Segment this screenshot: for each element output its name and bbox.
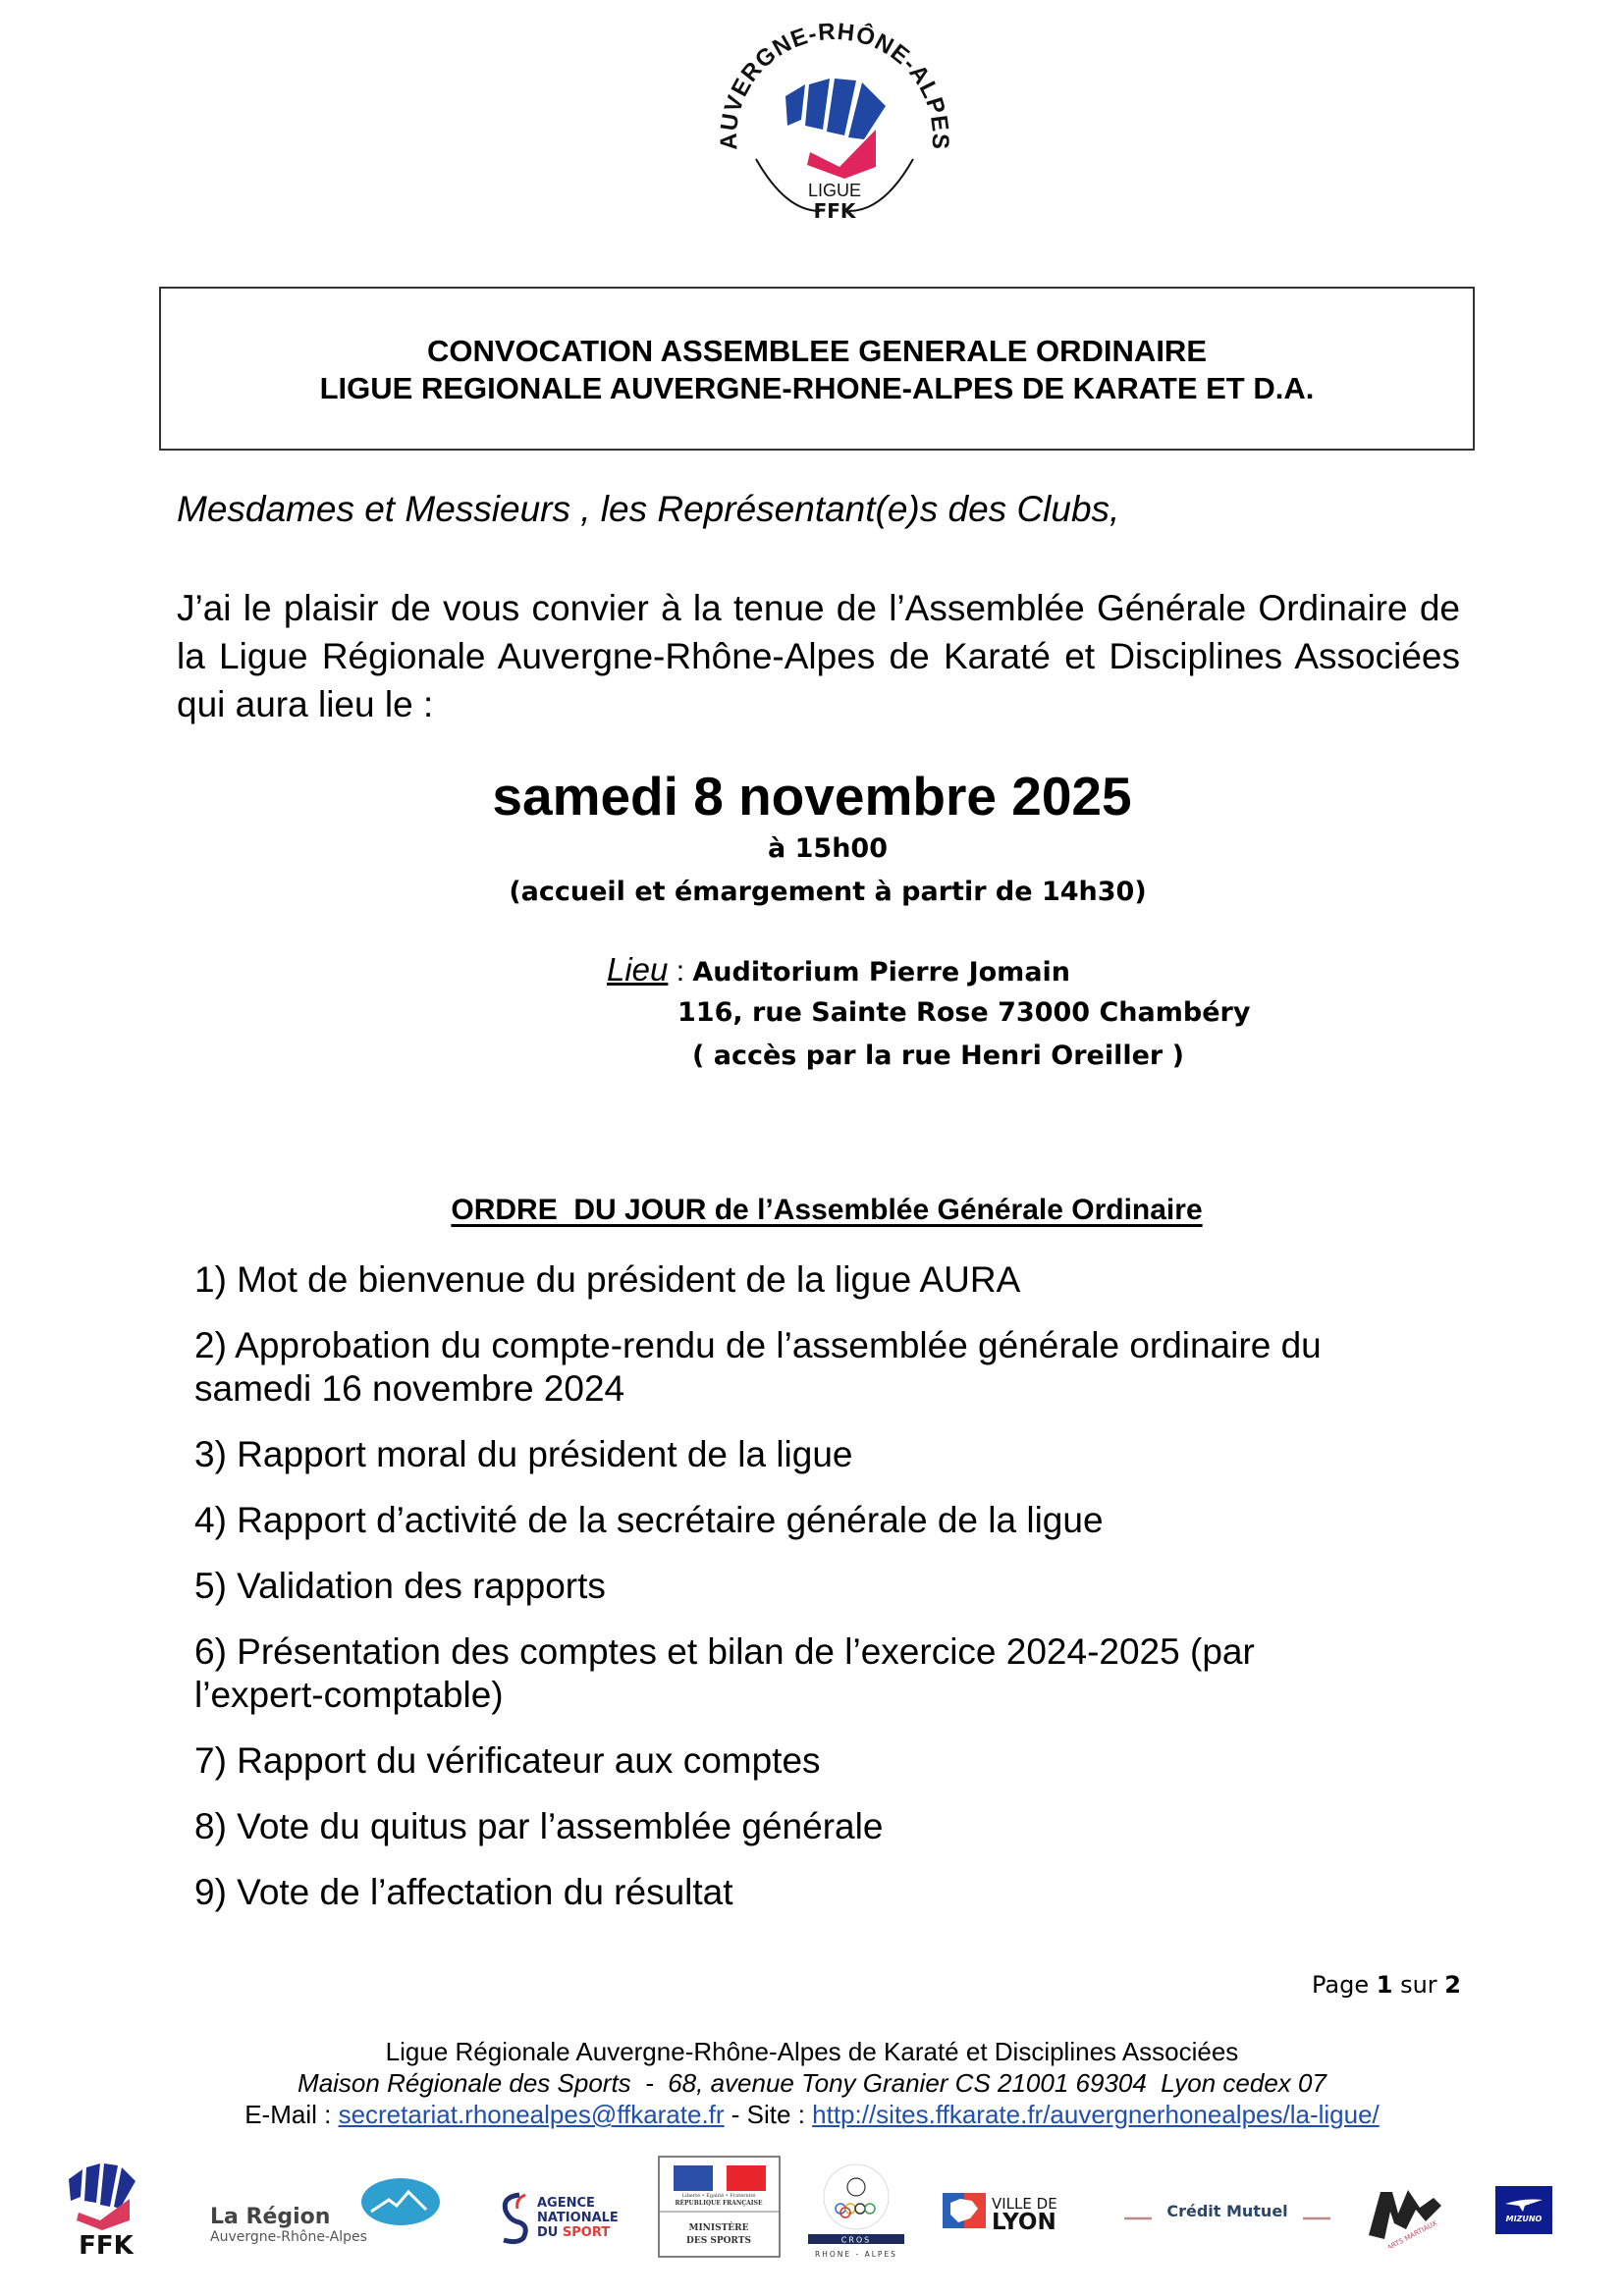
agenda-item: 3) Rapport moral du président de la ligue bbox=[194, 1434, 853, 1474]
footer-contact: E-Mail : secretariat.rhonealpes@ffkarate.fr - Site : http://sites.ffkarate.fr/auvergnerhonealpes/la-ligue/ bbox=[244, 2100, 1380, 2129]
logo-arc-text: AUVERGNE-RHÔNE-ALPES bbox=[715, 18, 954, 151]
sponsor-cros-logo bbox=[800, 2160, 913, 2263]
venue-name: Auditorium Pierre Jomain bbox=[692, 957, 1071, 988]
page-number: Page 1 sur 2 bbox=[1312, 1971, 1461, 1999]
reception-time: (accueil et émargement à partir de 14h30) bbox=[509, 877, 1147, 907]
sponsor-ffk-logo bbox=[59, 2160, 167, 2258]
svg-text:FFK: FFK bbox=[79, 2231, 134, 2258]
svg-text:AGENCE: AGENCE bbox=[537, 2196, 595, 2211]
svg-text:La Région: La Région bbox=[210, 2205, 331, 2229]
svg-text:MIZUNO: MIZUNO bbox=[1505, 2215, 1543, 2223]
venue-label: Lieu bbox=[607, 951, 669, 988]
venue-line bbox=[607, 950, 1070, 992]
svg-text:Liberté • Égalité • Fraternité: Liberté • Égalité • Fraternité bbox=[681, 2193, 756, 2199]
total-pages: 2 bbox=[1444, 1971, 1461, 1999]
title-line-2: LIGUE REGIONALE AUVERGNE-RHONE-ALPES DE KARATE ET D.A. bbox=[319, 371, 1315, 405]
sponsor-region-logo bbox=[206, 2174, 452, 2253]
svg-text:NATIONALE: NATIONALE bbox=[537, 2211, 619, 2225]
logo-ligue-text: LIGUE bbox=[807, 181, 862, 200]
agenda-item: 1) Mot de bienvenue du président de la ligue AURA bbox=[194, 1259, 1021, 1300]
svg-text:LYON: LYON bbox=[992, 2210, 1056, 2235]
footer-address: Maison Régionale des Sports - 68, avenue Tony Granier CS 21001 69304 Lyon cedex 07 bbox=[298, 2068, 1326, 2098]
svg-text:Crédit Mutuel: Crédit Mutuel bbox=[1166, 2202, 1288, 2220]
salutation: Mesdames et Messieurs , les Représentant(e)s des Clubs, bbox=[177, 489, 1120, 529]
venue-address: 116, rue Sainte Rose 73000 Chambéry bbox=[677, 997, 1251, 1028]
sponsor-ans-logo bbox=[496, 2189, 623, 2248]
svg-text:VILLE DE: VILLE DE bbox=[992, 2195, 1057, 2213]
logo-ffk-text: FFK bbox=[813, 199, 856, 223]
svg-text:MINISTÈRE: MINISTÈRE bbox=[688, 2223, 749, 2233]
svg-text:ARTS MARTIAUX: ARTS MARTIAUX bbox=[1385, 2218, 1439, 2248]
title-line-1: CONVOCATION ASSEMBLEE GENERALE ORDINAIRE bbox=[427, 334, 1207, 368]
meeting-date: samedi 8 novembre 2025 bbox=[492, 766, 1132, 827]
agenda-list bbox=[194, 1258, 1461, 1937]
agenda-item: 8) Vote du quitus par l’assemblée générale bbox=[194, 1806, 884, 1846]
venue-access: ( accès par la rue Henri Oreiller ) bbox=[692, 1041, 1184, 1071]
agenda-item: 7) Rapport du vérificateur aux comptes bbox=[194, 1740, 821, 1781]
meeting-time: à 15h00 bbox=[768, 833, 888, 864]
svg-text:CROS: CROS bbox=[840, 2235, 872, 2245]
svg-text:DES SPORTS: DES SPORTS bbox=[686, 2236, 751, 2246]
svg-text:DU SPORT: DU SPORT bbox=[537, 2225, 611, 2240]
sponsor-credit-mutuel-logo bbox=[1124, 2199, 1330, 2228]
agenda-item: 5) Validation des rapports bbox=[194, 1566, 606, 1606]
svg-text:RHONE - ALPES: RHONE - ALPES bbox=[815, 2250, 897, 2259]
svg-text:Auvergne-Rhône-Alpes: Auvergne-Rhône-Alpes bbox=[210, 2229, 367, 2245]
sponsor-lyon-logo bbox=[943, 2189, 1095, 2238]
email-link[interactable]: secretariat.rhonealpes@ffkarate.fr bbox=[338, 2100, 725, 2129]
title-box bbox=[159, 287, 1475, 451]
current-page: 1 bbox=[1376, 1971, 1393, 1999]
agenda-item: 4) Rapport d’activité de la secrétaire générale de la ligue bbox=[194, 1500, 1104, 1540]
agenda-item: 9) Vote de l’affectation du résultat bbox=[194, 1872, 733, 1912]
sponsor-mizuno-logo bbox=[1495, 2186, 1552, 2234]
venue-separator: : bbox=[668, 955, 693, 988]
agenda-item: 6) Présentation des comptes et bilan de l’exercice 2024-2025 (par l’expert-comptable) bbox=[194, 1631, 1255, 1715]
agenda-title: ORDRE DU JOUR de l’Assemblée Générale Ordinaire bbox=[451, 1194, 1203, 1226]
agenda-item: 2) Approbation du compte-rendu de l’assemblée générale ordinaire du samedi 16 novembre 2024 bbox=[194, 1325, 1322, 1409]
ligue-ffk-logo bbox=[707, 10, 962, 231]
website-link[interactable]: http://sites.ffkarate.fr/auvergnerhonealpes/la-ligue/ bbox=[812, 2100, 1380, 2129]
footer-org: Ligue Régionale Auvergne-Rhône-Alpes de Karaté et Disciplines Associées bbox=[385, 2037, 1239, 2066]
sponsor-ministere-logo bbox=[658, 2156, 781, 2258]
sponsor-arts-martiaux-logo bbox=[1365, 2184, 1448, 2248]
intro-paragraph: J’ai le plaisir de vous convier à la tenue de l’Assemblée Générale Ordinaire de la Ligue Régionale Auvergne-Rhône-Alpes de Karaté et Disciplines Associées qui aura lieu le : bbox=[177, 588, 1460, 724]
svg-text:RÉPUBLIQUE FRANÇAISE: RÉPUBLIQUE FRANÇAISE bbox=[675, 2200, 763, 2207]
